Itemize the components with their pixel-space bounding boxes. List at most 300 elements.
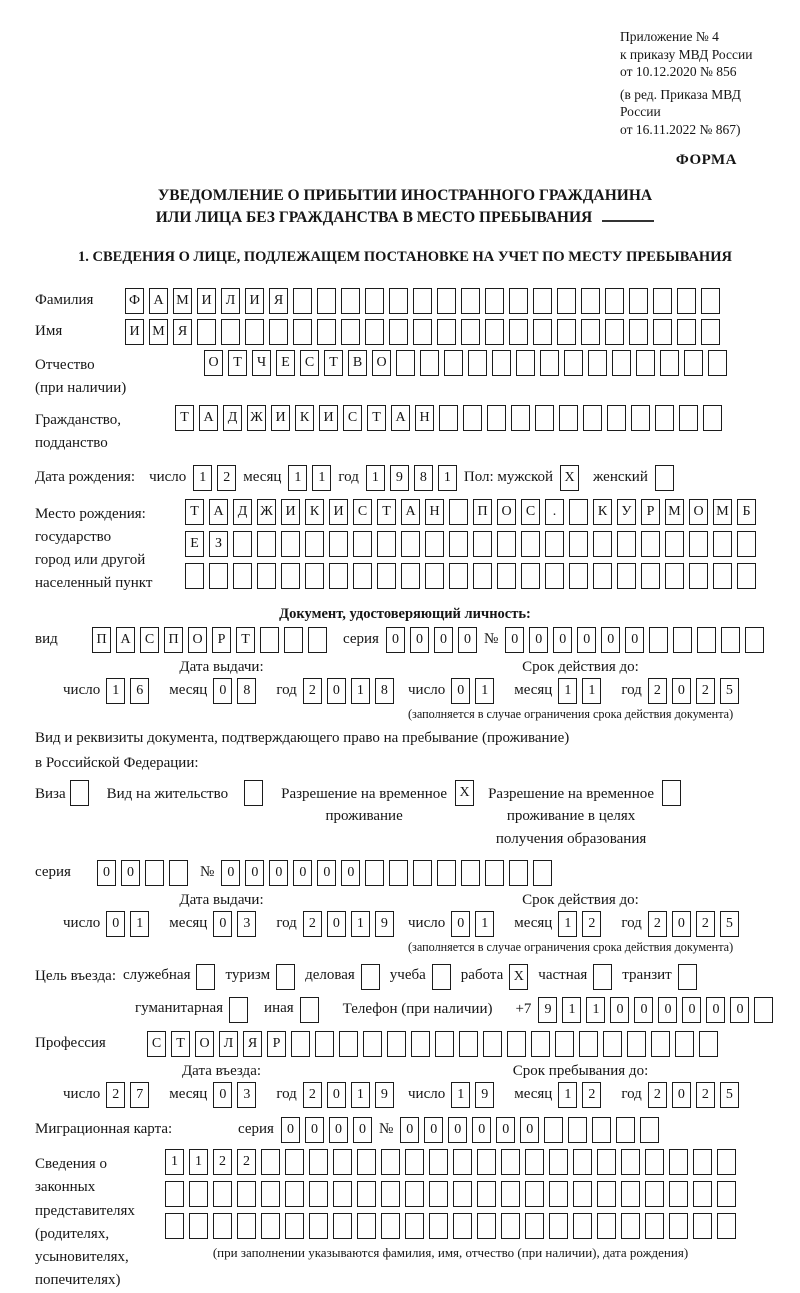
form-cell[interactable]: 0: [601, 627, 620, 653]
form-cell[interactable]: [521, 563, 540, 589]
form-cell[interactable]: О: [689, 499, 708, 525]
form-cell[interactable]: [244, 780, 263, 806]
form-cell[interactable]: [501, 1213, 520, 1239]
form-cell[interactable]: 0: [106, 911, 125, 937]
form-cell[interactable]: [581, 288, 600, 314]
form-cell[interactable]: [533, 288, 552, 314]
form-cell[interactable]: [669, 1181, 688, 1207]
form-cell[interactable]: [501, 1149, 520, 1175]
form-cell[interactable]: [461, 288, 480, 314]
form-cell[interactable]: [363, 1031, 382, 1057]
form-cell[interactable]: И: [125, 319, 144, 345]
form-cell[interactable]: С: [147, 1031, 166, 1057]
form-cell[interactable]: [569, 499, 588, 525]
form-cell[interactable]: [285, 1149, 304, 1175]
form-cell[interactable]: [333, 1213, 352, 1239]
form-cell[interactable]: [631, 405, 650, 431]
form-cell[interactable]: 1: [558, 678, 577, 704]
form-cell[interactable]: [497, 563, 516, 589]
form-cell[interactable]: 8: [414, 465, 433, 491]
form-cell[interactable]: 2: [582, 1082, 601, 1108]
form-cell[interactable]: [516, 350, 535, 376]
form-cell[interactable]: [597, 1213, 616, 1239]
form-cell[interactable]: [708, 350, 727, 376]
form-cell[interactable]: Д: [233, 499, 252, 525]
form-cell[interactable]: [237, 1213, 256, 1239]
form-cell[interactable]: 0: [269, 860, 288, 886]
form-cell[interactable]: [463, 405, 482, 431]
form-cell[interactable]: 5: [720, 911, 739, 937]
form-cell[interactable]: [285, 1213, 304, 1239]
form-cell[interactable]: 7: [130, 1082, 149, 1108]
form-cell[interactable]: [459, 1031, 478, 1057]
form-cell[interactable]: Т: [228, 350, 247, 376]
form-cell[interactable]: [629, 288, 648, 314]
form-cell[interactable]: [309, 1181, 328, 1207]
form-cell[interactable]: 1: [351, 1082, 370, 1108]
form-cell[interactable]: [697, 627, 716, 653]
form-cell[interactable]: [477, 1213, 496, 1239]
form-cell[interactable]: [389, 319, 408, 345]
form-cell[interactable]: [317, 319, 336, 345]
form-cell[interactable]: В: [348, 350, 367, 376]
form-cell[interactable]: У: [617, 499, 636, 525]
form-cell[interactable]: 0: [121, 860, 140, 886]
form-cell[interactable]: [487, 405, 506, 431]
form-cell[interactable]: [588, 350, 607, 376]
form-cell[interactable]: [693, 1181, 712, 1207]
form-cell[interactable]: [641, 563, 660, 589]
form-cell[interactable]: [381, 1181, 400, 1207]
form-cell[interactable]: [689, 563, 708, 589]
form-cell[interactable]: [605, 288, 624, 314]
form-cell[interactable]: [381, 1149, 400, 1175]
form-cell[interactable]: 0: [458, 627, 477, 653]
form-cell[interactable]: [281, 531, 300, 557]
form-cell[interactable]: П: [92, 627, 111, 653]
form-cell[interactable]: 8: [375, 678, 394, 704]
form-cell[interactable]: Р: [641, 499, 660, 525]
form-cell[interactable]: 2: [582, 911, 601, 937]
form-cell[interactable]: [593, 563, 612, 589]
form-cell[interactable]: [276, 964, 295, 990]
form-cell[interactable]: [429, 1213, 448, 1239]
form-cell[interactable]: 1: [438, 465, 457, 491]
form-cell[interactable]: [662, 780, 681, 806]
form-cell[interactable]: [329, 563, 348, 589]
form-cell[interactable]: 1: [312, 465, 331, 491]
form-cell[interactable]: 2: [648, 678, 667, 704]
form-cell[interactable]: 0: [281, 1117, 300, 1143]
form-cell[interactable]: [257, 563, 276, 589]
form-cell[interactable]: 0: [213, 911, 232, 937]
form-cell[interactable]: Т: [367, 405, 386, 431]
form-cell[interactable]: 0: [329, 1117, 348, 1143]
form-cell[interactable]: 0: [305, 1117, 324, 1143]
form-cell[interactable]: [429, 1181, 448, 1207]
form-cell[interactable]: [284, 627, 303, 653]
form-cell[interactable]: 5: [720, 678, 739, 704]
form-cell[interactable]: [713, 531, 732, 557]
form-cell[interactable]: 0: [658, 997, 677, 1023]
form-cell[interactable]: [564, 350, 583, 376]
form-cell[interactable]: [545, 563, 564, 589]
form-cell[interactable]: 0: [625, 627, 644, 653]
form-cell[interactable]: А: [149, 288, 168, 314]
form-cell[interactable]: [309, 1213, 328, 1239]
form-cell[interactable]: 2: [217, 465, 236, 491]
form-cell[interactable]: [557, 288, 576, 314]
form-cell[interactable]: Т: [175, 405, 194, 431]
form-cell[interactable]: [549, 1149, 568, 1175]
form-cell[interactable]: 6: [130, 678, 149, 704]
form-cell[interactable]: [453, 1149, 472, 1175]
form-cell[interactable]: [429, 1149, 448, 1175]
form-cell[interactable]: 1: [558, 1082, 577, 1108]
form-cell[interactable]: [509, 319, 528, 345]
form-cell[interactable]: 1: [165, 1149, 184, 1175]
form-cell[interactable]: 2: [303, 678, 322, 704]
form-cell[interactable]: [678, 964, 697, 990]
form-cell[interactable]: [653, 319, 672, 345]
form-cell[interactable]: 1: [475, 678, 494, 704]
form-cell[interactable]: [603, 1031, 622, 1057]
form-cell[interactable]: [557, 319, 576, 345]
form-cell[interactable]: О: [204, 350, 223, 376]
form-cell[interactable]: [453, 1213, 472, 1239]
form-cell[interactable]: А: [116, 627, 135, 653]
form-cell[interactable]: 9: [538, 997, 557, 1023]
form-cell[interactable]: Ч: [252, 350, 271, 376]
form-cell[interactable]: 0: [213, 1082, 232, 1108]
form-cell[interactable]: [549, 1213, 568, 1239]
form-cell[interactable]: [357, 1149, 376, 1175]
form-cell[interactable]: [329, 531, 348, 557]
form-cell[interactable]: [308, 627, 327, 653]
form-cell[interactable]: [437, 319, 456, 345]
form-cell[interactable]: 9: [375, 911, 394, 937]
form-cell[interactable]: [737, 531, 756, 557]
form-cell[interactable]: [549, 1181, 568, 1207]
form-cell[interactable]: [583, 405, 602, 431]
form-cell[interactable]: [679, 405, 698, 431]
form-cell[interactable]: [645, 1213, 664, 1239]
form-cell[interactable]: 0: [451, 678, 470, 704]
form-cell[interactable]: [449, 499, 468, 525]
form-cell[interactable]: 1: [366, 465, 385, 491]
form-cell[interactable]: [569, 531, 588, 557]
form-cell[interactable]: [425, 563, 444, 589]
form-cell[interactable]: [573, 1149, 592, 1175]
form-cell[interactable]: 2: [648, 1082, 667, 1108]
form-cell[interactable]: И: [319, 405, 338, 431]
form-cell[interactable]: Д: [223, 405, 242, 431]
form-cell[interactable]: А: [199, 405, 218, 431]
form-cell[interactable]: А: [391, 405, 410, 431]
form-cell[interactable]: [677, 288, 696, 314]
form-cell[interactable]: 0: [634, 997, 653, 1023]
form-cell[interactable]: [649, 627, 668, 653]
form-cell[interactable]: [435, 1031, 454, 1057]
form-cell[interactable]: 3: [237, 1082, 256, 1108]
form-cell[interactable]: С: [343, 405, 362, 431]
form-cell[interactable]: [437, 288, 456, 314]
form-cell[interactable]: [453, 1181, 472, 1207]
form-cell[interactable]: 5: [720, 1082, 739, 1108]
form-cell[interactable]: [533, 860, 552, 886]
form-cell[interactable]: [521, 531, 540, 557]
form-cell[interactable]: [213, 1181, 232, 1207]
form-cell[interactable]: [305, 531, 324, 557]
form-cell[interactable]: [365, 288, 384, 314]
form-cell[interactable]: [629, 319, 648, 345]
form-cell[interactable]: Я: [269, 288, 288, 314]
form-cell[interactable]: [525, 1181, 544, 1207]
form-cell[interactable]: 0: [577, 627, 596, 653]
form-cell[interactable]: [612, 350, 631, 376]
form-cell[interactable]: [317, 288, 336, 314]
form-cell[interactable]: [169, 860, 188, 886]
form-cell[interactable]: 8: [237, 678, 256, 704]
form-cell[interactable]: 1: [562, 997, 581, 1023]
form-cell[interactable]: 2: [303, 911, 322, 937]
form-cell[interactable]: [703, 405, 722, 431]
form-cell[interactable]: [401, 531, 420, 557]
form-cell[interactable]: 0: [386, 627, 405, 653]
form-cell[interactable]: [653, 288, 672, 314]
form-cell[interactable]: X: [560, 465, 579, 491]
form-cell[interactable]: [593, 964, 612, 990]
form-cell[interactable]: [291, 1031, 310, 1057]
form-cell[interactable]: [511, 405, 530, 431]
form-cell[interactable]: [309, 1149, 328, 1175]
form-cell[interactable]: [621, 1181, 640, 1207]
form-cell[interactable]: 0: [672, 1082, 691, 1108]
form-cell[interactable]: [257, 531, 276, 557]
form-cell[interactable]: [473, 531, 492, 557]
form-cell[interactable]: [509, 288, 528, 314]
form-cell[interactable]: Р: [267, 1031, 286, 1057]
form-cell[interactable]: [641, 531, 660, 557]
form-cell[interactable]: [675, 1031, 694, 1057]
form-cell[interactable]: [645, 1181, 664, 1207]
form-cell[interactable]: [261, 1149, 280, 1175]
form-cell[interactable]: 0: [610, 997, 629, 1023]
form-cell[interactable]: [357, 1181, 376, 1207]
form-cell[interactable]: [389, 288, 408, 314]
form-cell[interactable]: 0: [682, 997, 701, 1023]
form-cell[interactable]: [569, 563, 588, 589]
form-cell[interactable]: [492, 350, 511, 376]
form-cell[interactable]: [401, 563, 420, 589]
form-cell[interactable]: [439, 405, 458, 431]
form-cell[interactable]: [684, 350, 703, 376]
form-cell[interactable]: 0: [341, 860, 360, 886]
form-cell[interactable]: Е: [185, 531, 204, 557]
form-cell[interactable]: [660, 350, 679, 376]
form-cell[interactable]: [381, 1213, 400, 1239]
form-cell[interactable]: [221, 319, 240, 345]
form-cell[interactable]: [237, 1181, 256, 1207]
form-cell[interactable]: 0: [221, 860, 240, 886]
form-cell[interactable]: [233, 531, 252, 557]
form-cell[interactable]: [341, 319, 360, 345]
form-cell[interactable]: [640, 1117, 659, 1143]
form-cell[interactable]: 0: [327, 678, 346, 704]
form-cell[interactable]: [713, 563, 732, 589]
form-cell[interactable]: [413, 288, 432, 314]
form-cell[interactable]: [333, 1149, 352, 1175]
form-cell[interactable]: [501, 1181, 520, 1207]
form-cell[interactable]: Н: [425, 499, 444, 525]
form-cell[interactable]: [717, 1149, 736, 1175]
form-cell[interactable]: Т: [171, 1031, 190, 1057]
form-cell[interactable]: [293, 288, 312, 314]
form-cell[interactable]: 0: [245, 860, 264, 886]
form-cell[interactable]: [260, 627, 279, 653]
form-cell[interactable]: [573, 1213, 592, 1239]
form-cell[interactable]: 9: [375, 1082, 394, 1108]
form-cell[interactable]: [233, 563, 252, 589]
form-cell[interactable]: [281, 563, 300, 589]
form-cell[interactable]: А: [209, 499, 228, 525]
form-cell[interactable]: 0: [424, 1117, 443, 1143]
form-cell[interactable]: [413, 319, 432, 345]
form-cell[interactable]: [245, 319, 264, 345]
form-cell[interactable]: [261, 1213, 280, 1239]
form-cell[interactable]: [745, 627, 764, 653]
form-cell[interactable]: [269, 319, 288, 345]
form-cell[interactable]: 1: [130, 911, 149, 937]
form-cell[interactable]: [389, 860, 408, 886]
form-cell[interactable]: 0: [434, 627, 453, 653]
form-cell[interactable]: Н: [415, 405, 434, 431]
form-cell[interactable]: [477, 1181, 496, 1207]
form-cell[interactable]: О: [188, 627, 207, 653]
form-cell[interactable]: [627, 1031, 646, 1057]
form-cell[interactable]: [485, 860, 504, 886]
form-cell[interactable]: 0: [706, 997, 725, 1023]
form-cell[interactable]: [449, 531, 468, 557]
form-cell[interactable]: [333, 1181, 352, 1207]
form-cell[interactable]: 9: [390, 465, 409, 491]
form-cell[interactable]: Е: [276, 350, 295, 376]
form-cell[interactable]: Л: [221, 288, 240, 314]
form-cell[interactable]: [468, 350, 487, 376]
form-cell[interactable]: [420, 350, 439, 376]
form-cell[interactable]: 0: [97, 860, 116, 886]
form-cell[interactable]: [377, 531, 396, 557]
form-cell[interactable]: [461, 860, 480, 886]
form-cell[interactable]: [185, 563, 204, 589]
form-cell[interactable]: [665, 531, 684, 557]
form-cell[interactable]: 0: [529, 627, 548, 653]
form-cell[interactable]: [597, 1181, 616, 1207]
form-cell[interactable]: [568, 1117, 587, 1143]
form-cell[interactable]: [197, 319, 216, 345]
form-cell[interactable]: [261, 1181, 280, 1207]
form-cell[interactable]: 2: [648, 911, 667, 937]
form-cell[interactable]: 1: [351, 678, 370, 704]
form-cell[interactable]: 0: [213, 678, 232, 704]
form-cell[interactable]: [621, 1149, 640, 1175]
form-cell[interactable]: П: [473, 499, 492, 525]
form-cell[interactable]: [701, 319, 720, 345]
form-cell[interactable]: Б: [737, 499, 756, 525]
form-cell[interactable]: М: [149, 319, 168, 345]
form-cell[interactable]: М: [713, 499, 732, 525]
form-cell[interactable]: [693, 1213, 712, 1239]
form-cell[interactable]: [559, 405, 578, 431]
form-cell[interactable]: О: [372, 350, 391, 376]
form-cell[interactable]: 0: [293, 860, 312, 886]
form-cell[interactable]: 0: [353, 1117, 372, 1143]
form-cell[interactable]: З: [209, 531, 228, 557]
form-cell[interactable]: 1: [451, 1082, 470, 1108]
form-cell[interactable]: [509, 860, 528, 886]
form-cell[interactable]: [737, 563, 756, 589]
form-cell[interactable]: С: [353, 499, 372, 525]
form-cell[interactable]: [655, 465, 674, 491]
form-cell[interactable]: .: [545, 499, 564, 525]
form-cell[interactable]: 1: [586, 997, 605, 1023]
form-cell[interactable]: И: [245, 288, 264, 314]
form-cell[interactable]: С: [521, 499, 540, 525]
form-cell[interactable]: 2: [696, 1082, 715, 1108]
form-cell[interactable]: 2: [213, 1149, 232, 1175]
form-cell[interactable]: [621, 1213, 640, 1239]
form-cell[interactable]: [432, 964, 451, 990]
form-cell[interactable]: 0: [451, 911, 470, 937]
form-cell[interactable]: С: [300, 350, 319, 376]
form-cell[interactable]: Т: [377, 499, 396, 525]
form-cell[interactable]: [655, 405, 674, 431]
form-cell[interactable]: 0: [505, 627, 524, 653]
form-cell[interactable]: Я: [173, 319, 192, 345]
form-cell[interactable]: [545, 531, 564, 557]
form-cell[interactable]: [339, 1031, 358, 1057]
form-cell[interactable]: 2: [237, 1149, 256, 1175]
form-cell[interactable]: [701, 288, 720, 314]
form-cell[interactable]: К: [593, 499, 612, 525]
form-cell[interactable]: [535, 405, 554, 431]
form-cell[interactable]: [353, 531, 372, 557]
form-cell[interactable]: [365, 319, 384, 345]
form-cell[interactable]: [405, 1213, 424, 1239]
form-cell[interactable]: [444, 350, 463, 376]
form-cell[interactable]: [636, 350, 655, 376]
form-cell[interactable]: М: [665, 499, 684, 525]
form-cell[interactable]: 1: [582, 678, 601, 704]
form-cell[interactable]: [607, 405, 626, 431]
form-cell[interactable]: [533, 319, 552, 345]
form-cell[interactable]: 0: [730, 997, 749, 1023]
form-cell[interactable]: 1: [351, 911, 370, 937]
form-cell[interactable]: 3: [237, 911, 256, 937]
form-cell[interactable]: [165, 1181, 184, 1207]
form-cell[interactable]: К: [295, 405, 314, 431]
form-cell[interactable]: 1: [558, 911, 577, 937]
form-cell[interactable]: [473, 563, 492, 589]
form-cell[interactable]: [593, 531, 612, 557]
form-cell[interactable]: [196, 964, 215, 990]
form-cell[interactable]: [209, 563, 228, 589]
form-cell[interactable]: [669, 1149, 688, 1175]
form-cell[interactable]: [579, 1031, 598, 1057]
form-cell[interactable]: Я: [243, 1031, 262, 1057]
form-cell[interactable]: [617, 531, 636, 557]
form-cell[interactable]: Л: [219, 1031, 238, 1057]
